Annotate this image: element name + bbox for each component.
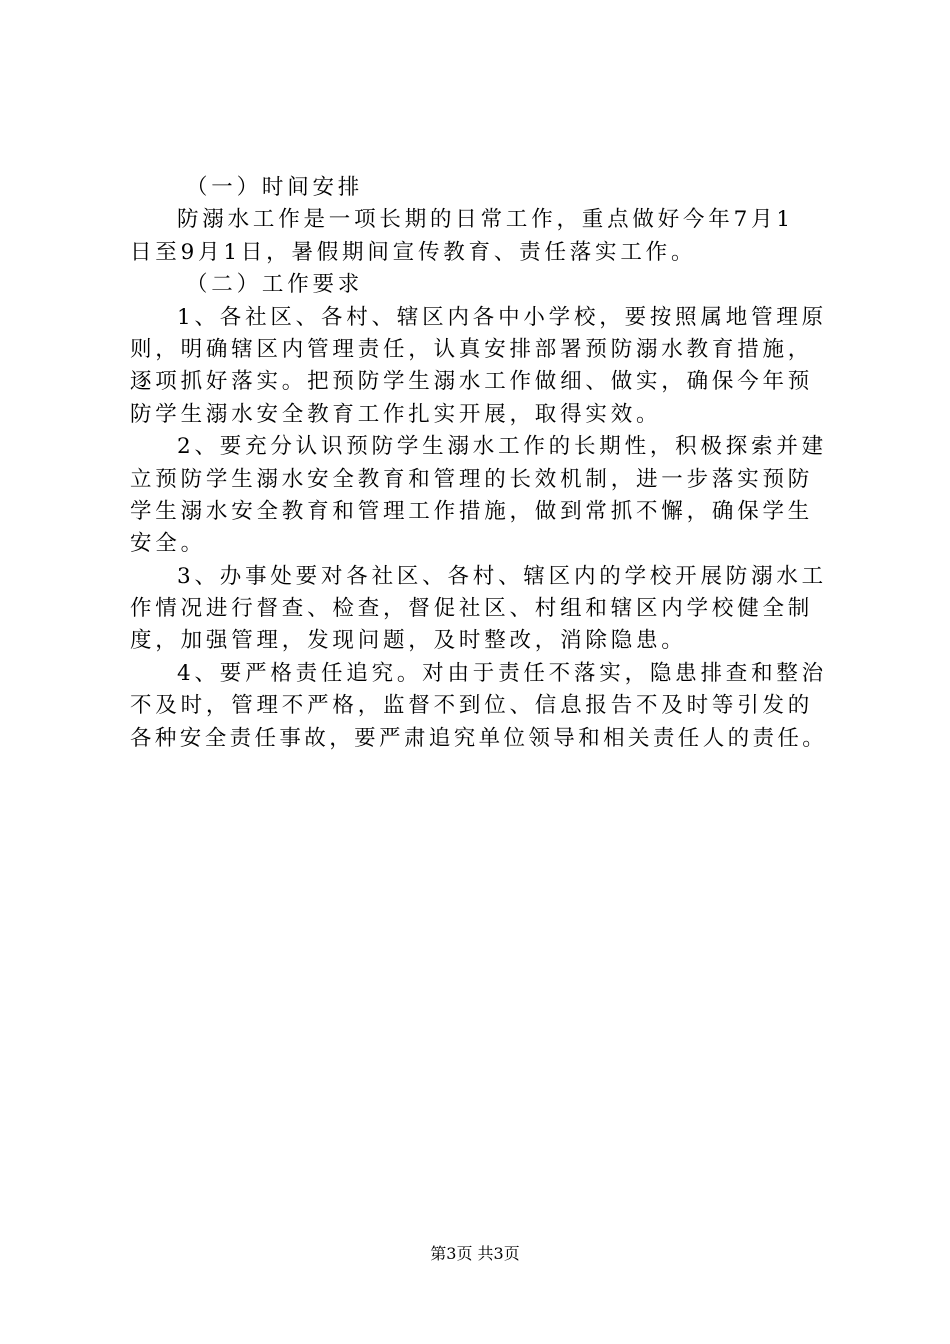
text-line: 3、办事处要对各社区、各村、辖区内的学校开展防溺水工: [177, 563, 827, 589]
paragraph-requirement-4: [130, 658, 830, 755]
text-line: 各种安全责任事故，要严肃追究单位领导和相关责任人的责任。: [130, 725, 828, 751]
text-line: 学生溺水安全教育和管理工作措施，做到常抓不懈，确保学生: [130, 498, 814, 524]
text-line: 日至9月1日，暑假期间宣传教育、责任落实工作。: [130, 239, 697, 265]
heading-time-schedule: （一）时间安排: [186, 175, 364, 200]
text-line: 2、要充分认识预防学生溺水工作的长期性，积极探索并建: [177, 434, 827, 460]
text-line: 不及时，管理不严格，监督不到位、信息报告不及时等引发的: [130, 693, 814, 719]
text-line: 防学生溺水安全教育工作扎实开展，取得实效。: [130, 401, 662, 427]
text-line: 逐项抓好落实。把预防学生溺水工作做细、做实，确保今年预: [130, 369, 814, 395]
text-line: 度，加强管理，发现问题，及时整改，消除隐患。: [130, 628, 687, 654]
paragraph-time-schedule: [130, 204, 830, 269]
text-line: 安全。: [130, 531, 206, 557]
text-line: 4、要严格责任追究。对由于责任不落实，隐患排查和整治: [177, 660, 827, 686]
paragraph-requirement-3: [130, 561, 830, 658]
text-line: 则，明确辖区内管理责任，认真安排部署预防溺水教育措施，: [130, 336, 814, 362]
heading-work-requirements: （二）工作要求: [186, 272, 364, 298]
text-line: 作情况进行督查、检查，督促社区、村组和辖区内学校健全制: [130, 596, 814, 622]
page-number-label: 第3页 共3页: [430, 1244, 520, 1263]
paragraph-requirement-2: [130, 431, 830, 561]
text-line: 1、各社区、各村、辖区内各中小学校，要按照属地管理原: [177, 304, 827, 330]
page-footer: [0, 1243, 950, 1265]
text-line: 立预防学生溺水安全教育和管理的长效机制，进一步落实预防: [130, 466, 814, 492]
text-line: 防溺水工作是一项长期的日常工作，重点做好今年7月1: [177, 207, 794, 233]
document-body: [130, 172, 830, 755]
paragraph-requirement-1: [130, 302, 830, 432]
